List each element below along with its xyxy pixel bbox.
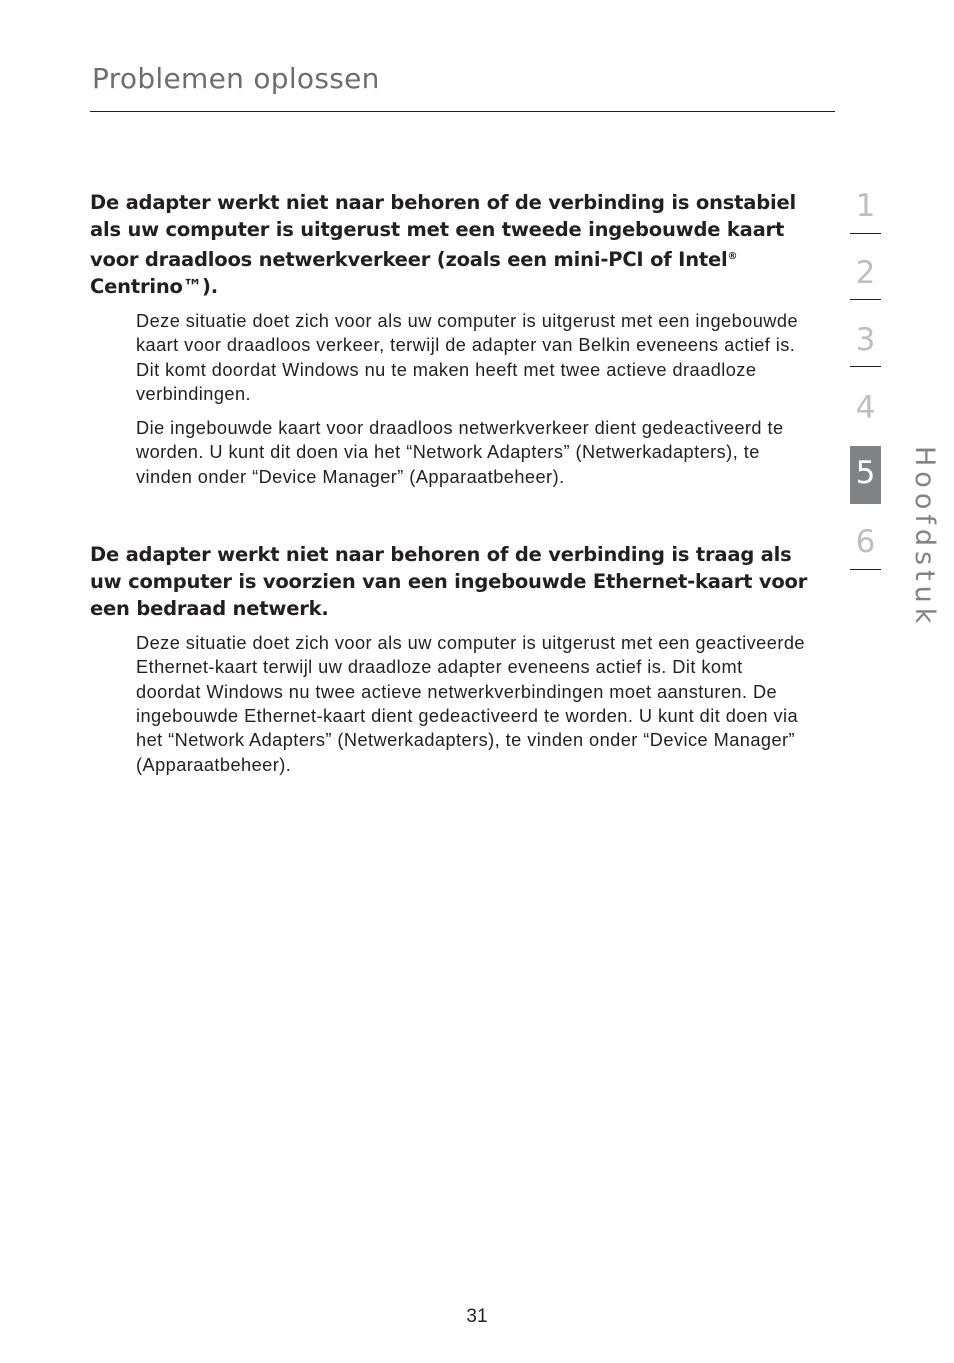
- page-header-title: Problemen oplossen: [92, 62, 380, 95]
- chapter-6: 6: [855, 524, 876, 560]
- chapter-side-label: Hoofdstuk: [909, 446, 940, 629]
- chapter-3: 3: [855, 322, 876, 358]
- page-number: 31: [466, 1306, 488, 1327]
- chapter-divider: [850, 569, 881, 570]
- chapter-divider: [850, 366, 881, 367]
- chapter-2: 2: [855, 255, 876, 291]
- section-1-paragraph-1: Deze situatie doet zich voor als uw computer is uitgerust met een ingebouwde kaart voor draadloos verkeer, terwijl de adapter van Belkin eveneens actief is. Dit komt doordat Windows nu te maken heeft met twee actieve draadloze verbindingen.: [136, 311, 799, 404]
- chapter-1: 1: [855, 188, 876, 224]
- header-divider: [90, 111, 835, 112]
- chapter-divider: [850, 299, 881, 300]
- section-2-heading: De adapter werkt niet naar behoren of de verbinding is traag als uw computer is voorzien van een ingebouwde Ethernet-kaart voor een bedraad netwerk.: [90, 543, 808, 621]
- section-2-paragraph-1: Deze situatie doet zich voor als uw computer is uitgerust met een geactiveerde Ethernet-kaart terwijl uw draadloze adapter eveneens actief is. Dit komt doordat Windows nu twee actieve netwerkverbindingen moet aansturen. De ingebouwde Ethernet-kaart dient gedeactiveerd te worden. U kunt dit doen via het “Network Adapters” (Netwerkadapters), te vinden onder “Device Manager” (Apparaatbeheer).: [136, 633, 805, 775]
- section-1-paragraph-2: Die ingebouwde kaart voor draadloos netwerkverkeer dient gedeactiveerd te worden. U kunt dit doen via het “Network Adapters” (Netwerkadapters), te vinden onder “Device Manager” (Apparaatbeheer).: [136, 418, 784, 487]
- chapter-5-active: 5: [850, 446, 881, 504]
- chapter-4: 4: [855, 390, 876, 426]
- section-1-heading: De adapter werkt niet naar behoren of de verbinding is onstabiel als uw computer is uitgerust met een tweede ingebouwde kaart voor draadloos netwerkverkeer (zoals een mini-PCI of Intel® Centrino™).: [90, 191, 796, 298]
- chapter-divider: [850, 233, 881, 234]
- main-content: [90, 189, 810, 777]
